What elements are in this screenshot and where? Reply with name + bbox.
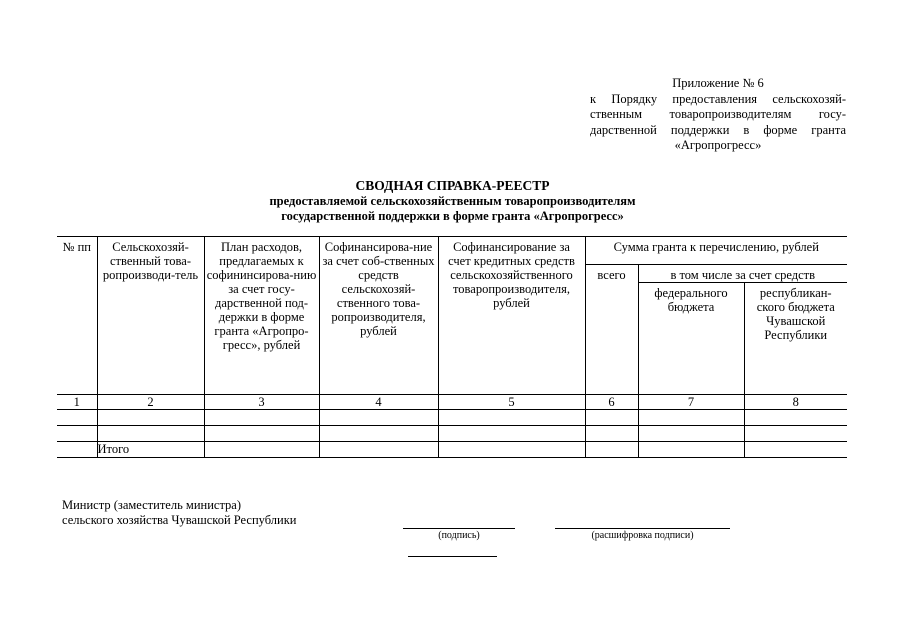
col-header-federal: федерального бюджета [638, 283, 744, 395]
col-header-plan: План расходов, предлагаемых к софининсирова-нию за счет госу-дарственной под-держки в форме гранта «Агропро-гресс», рублей [204, 237, 319, 395]
signatory-block [62, 498, 296, 528]
table-cell [97, 410, 204, 426]
table-cell [97, 426, 204, 442]
appendix-text-line: ственным товаропроизводителям госу- [590, 107, 846, 121]
col-header-total: всего [585, 265, 638, 395]
table-cell [204, 410, 319, 426]
date-line [408, 556, 497, 557]
table-cell [319, 426, 438, 442]
column-number: 7 [638, 395, 744, 410]
table-cell [57, 442, 97, 458]
table-cell [438, 410, 585, 426]
col-header-including: в том числе за счет средств [638, 265, 847, 283]
col-header-own-funds: Софинансирова-ние за счет соб-ственных средств сельскохозяй-ственного това-ропроизводителя, рублей [319, 237, 438, 395]
col-header-credit-funds: Софинансирование за счет кредитных средств сельскохозяйственного товаропроизводителя, рублей [438, 237, 585, 395]
column-number: 2 [97, 395, 204, 410]
column-number: 8 [744, 395, 847, 410]
table-cell [638, 442, 744, 458]
table-cell [204, 426, 319, 442]
table-cell [744, 442, 847, 458]
column-number: 6 [585, 395, 638, 410]
signatory-ministry: сельского хозяйства Чувашской Республики [62, 513, 297, 527]
appendix-block [590, 76, 846, 154]
table-cell [57, 426, 97, 442]
table-cell [319, 442, 438, 458]
appendix-number: Приложение № 6 [672, 76, 764, 90]
table-row [57, 426, 847, 442]
appendix-text-line: к Порядку предоставления сельскохозяй- [590, 91, 846, 106]
appendix-text-line: «Агропрогресс» [674, 138, 762, 152]
table-cell [638, 410, 744, 426]
total-row [57, 442, 847, 458]
table-row [57, 410, 847, 426]
table-cell [438, 442, 585, 458]
table-cell [57, 410, 97, 426]
column-number: 3 [204, 395, 319, 410]
signature-decode-caption: (расшифровка подписи) [591, 530, 694, 541]
table-cell [638, 426, 744, 442]
document-heading [0, 178, 905, 224]
signature-decode-line [555, 528, 730, 529]
column-number: 4 [319, 395, 438, 410]
table-cell [585, 410, 638, 426]
table-cell [319, 410, 438, 426]
col-header-grant-sum: Сумма гранта к перечислению, рублей [585, 237, 847, 265]
table-cell [585, 426, 638, 442]
document-subtitle: предоставляемой сельскохозяйственным товаропроизводителям [269, 194, 636, 208]
table-cell [585, 442, 638, 458]
column-number: 5 [438, 395, 585, 410]
col-header-republic: республикан-ского бюджета Чувашской Республики [744, 283, 847, 395]
total-label: Итого [97, 442, 204, 458]
document-subtitle: государственной поддержки в форме гранта «Агропрогресс» [281, 209, 624, 223]
signature-line [403, 528, 515, 529]
registry-table [57, 236, 847, 458]
signature-caption: (подпись) [438, 530, 480, 541]
appendix-text-line: дарственной поддержки в форме гранта [590, 122, 846, 137]
table-cell [744, 410, 847, 426]
table-cell [438, 426, 585, 442]
column-number: 1 [57, 395, 97, 410]
col-header-number: № пп [57, 237, 97, 395]
col-header-producer: Сельскохозяй-ственный това-ропроизводи-тель [97, 237, 204, 395]
table-cell [744, 426, 847, 442]
document-title: СВОДНАЯ СПРАВКА-РЕЕСТР [355, 178, 550, 193]
signatory-position: Министр (заместитель министра) [62, 498, 242, 512]
table-cell [204, 442, 319, 458]
